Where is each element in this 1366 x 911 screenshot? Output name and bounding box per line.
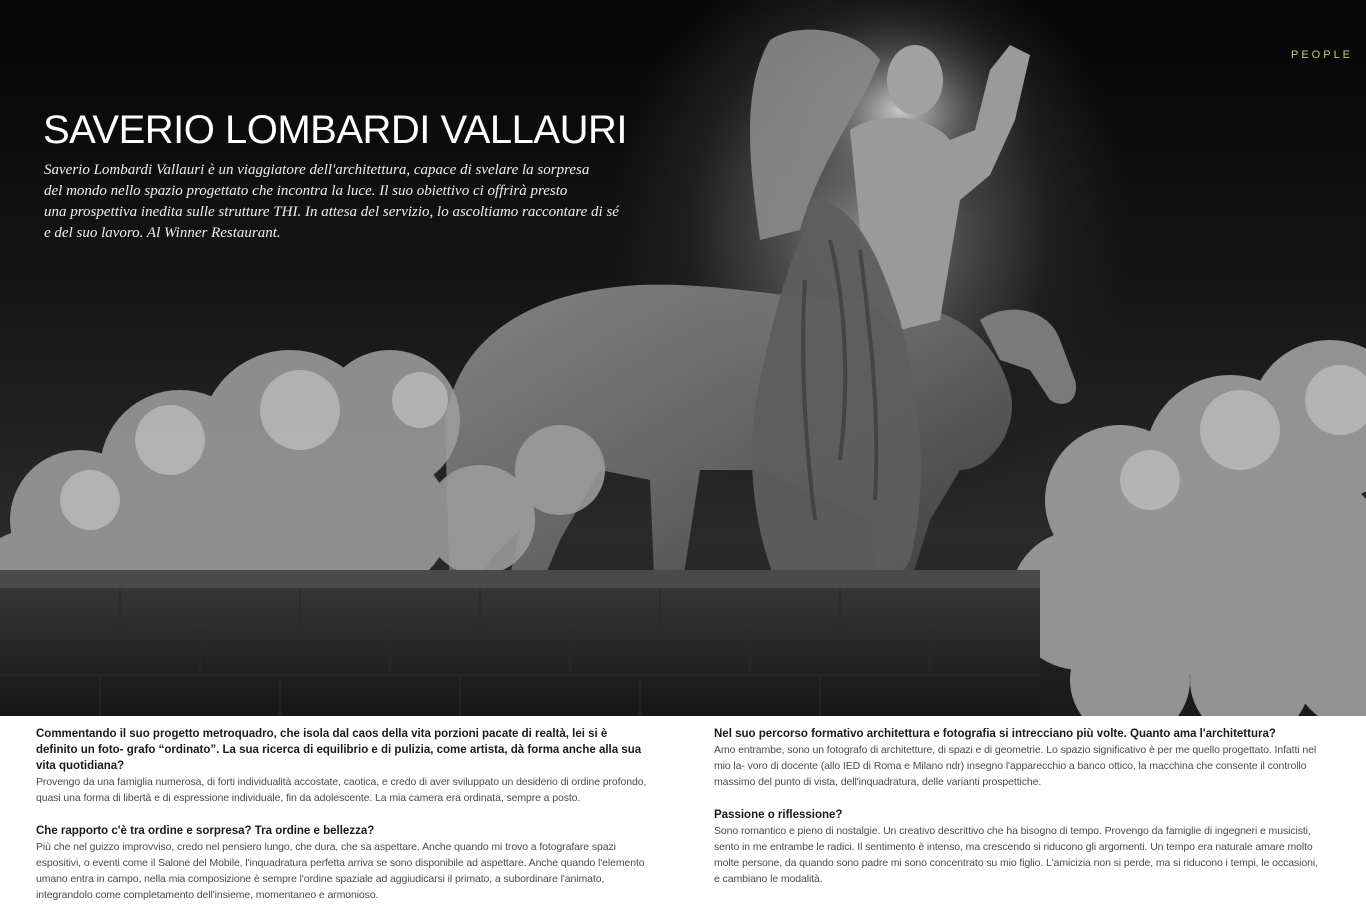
intro-line: del mondo nello spazio progettato che incontra la luce. Il suo obiettivo ci offrirà presto <box>44 183 568 199</box>
right-text-column <box>714 726 1326 904</box>
intro-line: e del suo lavoro. Al Winner Restaurant. <box>44 225 281 241</box>
interview-answer: Sono romantico e pieno di nostalgie. Un creativo descrittivo che ha bisogno di tempo. Provengo da famiglie di ingegneri e musicisti, sento in me entrambe le radici. Il sentimento è intenso, ma crescendo si riducono gli argomenti. Un tempo era naturale amare molto molte persone, da quando sono padre mi sono concentrato su mio figlio. L'amicizia non si perde, ma si riducono i tempi, le occasioni, e cambiano le modalità. <box>714 825 1318 885</box>
article-title: SAVERIO LOMBARDI VALLAURI <box>43 108 627 152</box>
intro-line: una prospettiva inedita sulle strutture THI. In attesa del servizio, lo ascoltiamo raccontare di sé <box>44 204 619 220</box>
interview-question: Nel suo percorso formativo architettura e fotografia si intrecciano più volte. Quanto ama l'architettura? <box>714 728 1276 740</box>
qa-block <box>36 726 648 806</box>
left-text-column <box>36 726 648 911</box>
interview-question: Passione o riflessione? <box>714 809 843 821</box>
qa-block <box>36 823 648 903</box>
interview-question: Commentando il suo progetto metroquadro, che isola dal caos della vita porzioni pacate di realtà, lei si è definito un foto- grafo “ordinato”. La sua ricerca di equilibrio e di pulizia, come artista, dà forma anche alla sua vita quotidiana? <box>36 728 642 772</box>
interview-answer: Provengo da una famiglia numerosa, di forti individualità accostate, caotica, e credo di aver sviluppato un desiderio di ordine profondo, quasi una forma di libertà e di espressione individuale, fin da adolescente. La mia camera era ordinata, sempre a posto. <box>36 776 647 804</box>
interview-question: Che rapporto c'è tra ordine e sorpresa? Tra ordine e bellezza? <box>36 825 375 837</box>
qa-block <box>714 726 1326 790</box>
section-tag: PEOPLE <box>1291 49 1354 61</box>
article-intro <box>44 160 634 244</box>
interview-answer: Amo entrambe, sono un fotografo di architetture, di spazi e di geometrie. Lo spazio significativo è per me quello progettato. Infatti nel mio la- voro di docente (allo IED di Roma e Milano ndr) insegno l'apparecchio a banco ottico, la macchina che consente il controllo massimo del punto di vista, dell'inquadratura, delle varianti prospettiche. <box>714 744 1317 788</box>
qa-block <box>714 807 1326 887</box>
interview-answer: Più che nel guizzo improvviso, credo nel pensiero lungo, che dura, che sa aspettare. Anche quando mi trovo a fotografare spazi espositivi, o eventi come il Salone del Mobile, l'inquadratura perfetta arriva se sono disponibile ad aspettare. Anche quando l'elemento umano entra in campo, nella mia composizione è sempre l'ordine spaziale ad aggiudicarsi il primato, a subordinare l'animato, integrandolo come completamento dell'insieme, momentaneo e armonioso. <box>36 841 645 901</box>
intro-line: Saverio Lombardi Vallauri è un viaggiatore dell'architettura, capace di svelare la sorpresa <box>44 162 590 178</box>
